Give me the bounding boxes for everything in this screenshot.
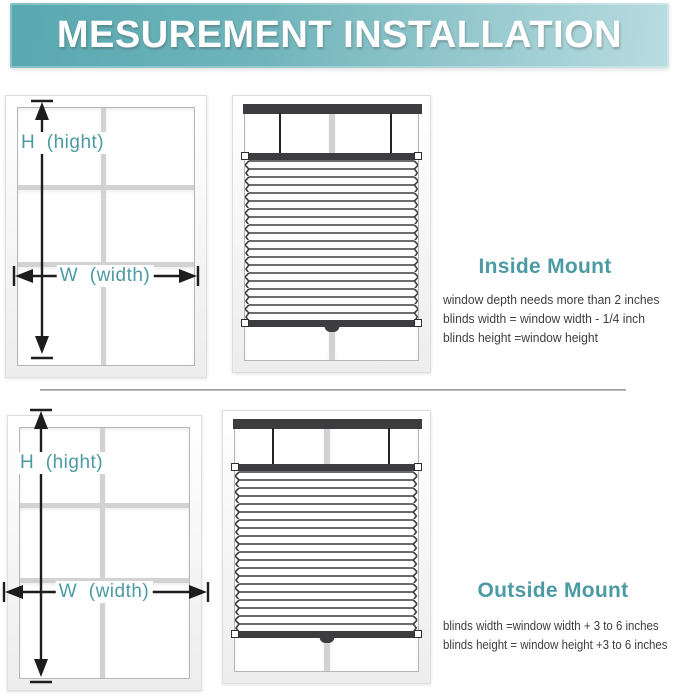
bracket-cap (241, 152, 249, 160)
note-line: blinds height = window height +3 to 6 inches (443, 637, 668, 652)
bracket-cap (241, 319, 249, 327)
window-pane (18, 190, 101, 262)
pleated-fabric (235, 471, 417, 631)
bracket-cap (414, 319, 422, 327)
blind-valance (243, 104, 422, 114)
width-label: W (width) (56, 581, 153, 603)
window-pane (106, 190, 194, 262)
width-label: W (width) (57, 265, 154, 287)
window-with-blinds-outside (222, 410, 431, 684)
inside-mount-notes (443, 290, 659, 347)
window-diagram-inside-measure (5, 95, 207, 378)
blind-cord (390, 113, 392, 154)
blind-bottom-rail (243, 320, 420, 327)
outside-mount-notes (443, 616, 668, 654)
blind-valance (233, 419, 422, 429)
note-line: blinds width = window width - 1/4 inch (443, 311, 645, 326)
window-pane (105, 428, 189, 503)
blind-top-rail (233, 464, 419, 471)
blind-cord (388, 428, 390, 469)
blind-cord (279, 113, 281, 154)
note-line: blinds width =window width + 3 to 6 inches (443, 618, 659, 633)
blind-cord (272, 428, 274, 469)
note-line: window depth needs more than 2 inches (443, 292, 660, 307)
section-divider (40, 389, 626, 391)
bracket-cap (414, 463, 422, 471)
blind-top-rail (243, 153, 420, 160)
pleated-blind (243, 153, 420, 327)
pleated-fabric (245, 160, 418, 320)
bracket-cap (231, 630, 239, 638)
window-pane (105, 508, 189, 578)
blind-bottom-rail (233, 631, 419, 638)
page-title: MESUREMENT INSTALLATION (56, 14, 623, 56)
bracket-cap (414, 152, 422, 160)
note-line: blinds height =window height (443, 330, 598, 345)
window-with-blinds-inside (232, 95, 431, 373)
inside-mount-heading: Inside Mount (478, 255, 612, 278)
height-label: H (hight) (17, 452, 106, 474)
window-pane (20, 508, 100, 578)
window-pane (106, 108, 194, 185)
title-banner (10, 3, 669, 68)
pleated-blind (233, 464, 419, 638)
bracket-cap (231, 463, 239, 471)
bracket-cap (414, 630, 422, 638)
height-label: H (hight) (18, 132, 107, 154)
outside-mount-heading: Outside Mount (477, 579, 629, 602)
window-diagram-outside-measure (7, 415, 202, 691)
